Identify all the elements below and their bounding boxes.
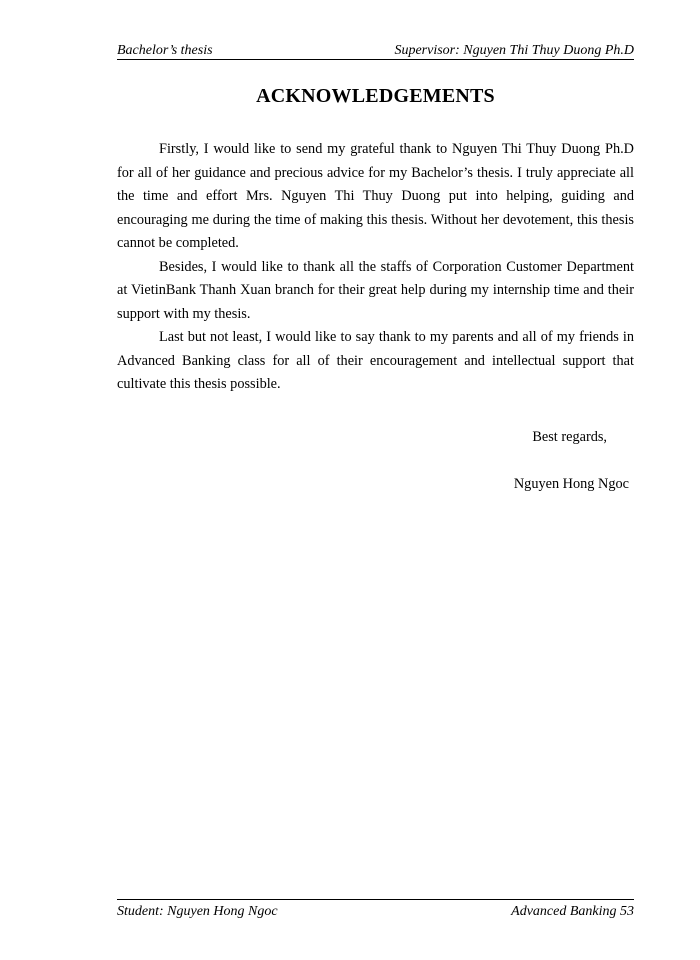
closing-line	[117, 428, 629, 446]
closing-text: Best regards,	[532, 429, 607, 445]
paragraph-vietinbank: Besides, I would like to thank all the staffs of Corporation Customer Department at VietinBank Thanh Xuan branch for their great help during my internship time and their support with my thesis.	[117, 258, 634, 322]
header-supervisor: Supervisor: Nguyen Thi Thuy Duong Ph.D	[394, 43, 634, 58]
page-header	[117, 42, 634, 60]
footer-page-number: Advanced Banking 53	[511, 904, 634, 919]
header-document-type: Bachelor’s thesis	[117, 43, 213, 58]
paragraph-supervisor: Firstly, I would like to send my grateful thank to Nguyen Thi Thuy Duong Ph.D for all of her guidance and precious advice for my Bachelor’s thesis. I truly appreciate all the time and effort Mrs. Nguyen Thi Thuy Duong put into helping, guiding and encouraging me during the time of making this thesis. Without her devotement, this thesis cannot be completed.	[117, 141, 634, 251]
acknowledgement-body	[117, 138, 634, 397]
page-title: ACKNOWLEDGEMENTS	[256, 85, 495, 107]
signature: Nguyen Hong Ngoc	[513, 476, 629, 492]
paragraph-family-friends: Last but not least, I would like to say thank to my parents and all of my friends in Advanced Banking class for all of their encouragement and intellectual support that cultivate this thesis possible.	[117, 329, 634, 392]
footer-student: Student: Nguyen Hong Ngoc	[117, 904, 278, 919]
page-footer	[117, 899, 634, 920]
